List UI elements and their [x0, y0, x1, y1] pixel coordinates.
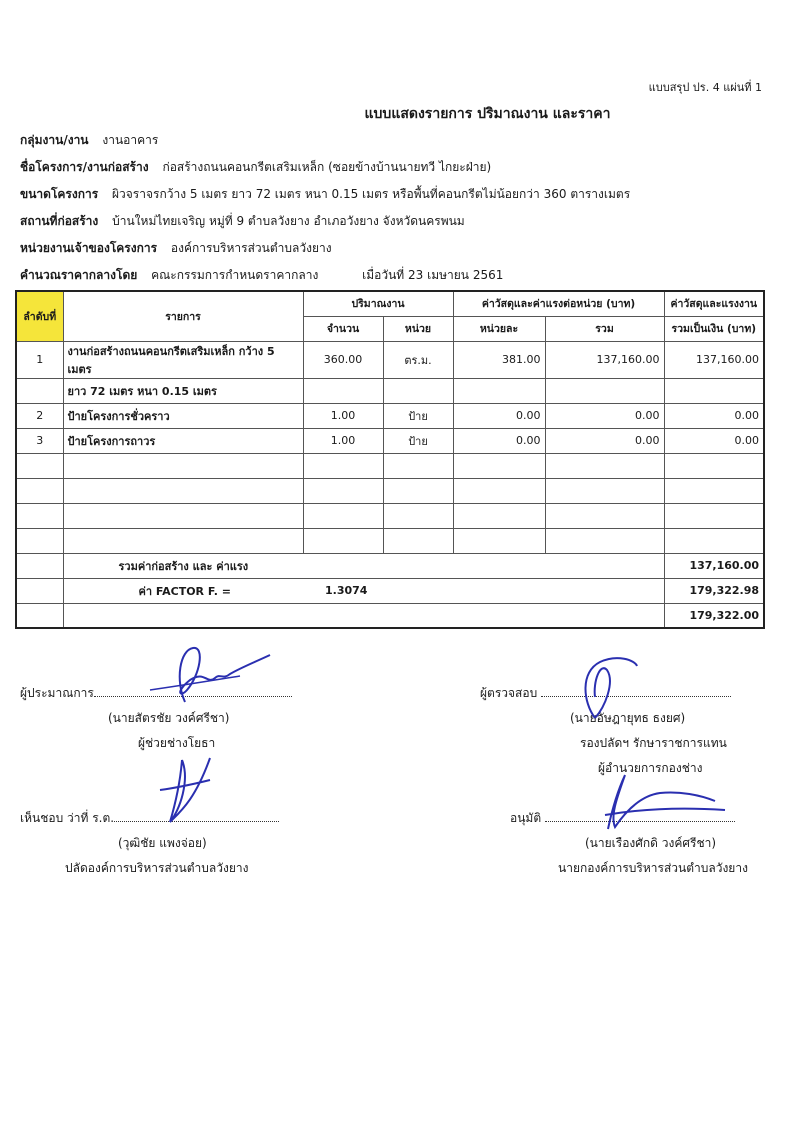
table-row [16, 378, 764, 403]
form-reference: แบบสรุป ปร. 4 แผ่นที่ 1 [648, 81, 762, 94]
row-unit: ตร.ม. [383, 341, 453, 378]
col-seq-header: ลำดับที่ [16, 291, 63, 341]
table-row-empty [16, 453, 764, 478]
col-unit-header: หน่วย [383, 316, 453, 341]
row-sum: 0.00 [545, 403, 664, 428]
inspector-title-1: รองปลัดฯ รักษาราชการแทน [580, 736, 727, 750]
document-title: แบบแสดงรายการ ปริมาณงาน และราคา [364, 106, 611, 122]
table-row [16, 403, 764, 428]
grand-total-row [16, 603, 764, 628]
row-qty: 1.00 [303, 428, 383, 453]
calc-value: คณะกรรมการกำหนดราคากลาง [151, 268, 319, 282]
estimator-signature [145, 640, 275, 710]
row-seq: 2 [16, 403, 63, 428]
row-unit: ป้าย [383, 403, 453, 428]
factor-row [16, 578, 764, 603]
row-unit-price: 0.00 [453, 403, 545, 428]
authorize-name: (นายเรืองศักดิ วงค์ศรีชา) [585, 836, 717, 850]
project-label: ชื่อโครงการ/งานก่อสร้าง [20, 160, 149, 174]
col-quantity-group-header: ปริมาณงาน [303, 291, 453, 316]
inspector-title-2: ผู้อำนวยการกองช่าง [598, 761, 703, 775]
calc-label: คำนวณราคากลางโดย [20, 268, 138, 282]
inspector-name: (นายอัษฎายุทธ ธงยศ) [570, 711, 686, 725]
group-value: งานอาคาร [102, 133, 159, 147]
factor-value: 1.3074 [303, 578, 664, 603]
row-unit: ป้าย [383, 428, 453, 453]
estimator-label: ผู้ประมาณการ [20, 686, 94, 700]
inspector-signature [565, 652, 655, 722]
location-value: บ้านใหม่ไทยเจริญ หมู่ที่ 9 ตำบลวังยาง อำเภอวังยาง จังหวัดนครพนม [112, 214, 465, 228]
subtotal-row [16, 553, 764, 578]
project-line [20, 158, 491, 177]
location-line [20, 212, 465, 231]
row-item: งานก่อสร้างถนนคอนกรีตเสริมเหล็ก กว้าง 5 เมตร [63, 341, 303, 378]
row-seq [16, 378, 63, 403]
group-line [20, 131, 158, 150]
estimator-name: (นายสัตรชัย วงค์ศรีชา) [108, 711, 230, 725]
owner-value: องค์การบริหารส่วนตำบลวังยาง [170, 241, 332, 255]
authorize-title: นายกองค์การบริหารส่วนตำบลวังยาง [558, 861, 748, 875]
boq-table [15, 290, 765, 629]
approve-label: เห็นชอบ ว่าที่ ร.ต. [20, 811, 115, 825]
row-seq: 1 [16, 341, 63, 378]
factor-total: 179,322.98 [664, 578, 764, 603]
row-sum: 0.00 [545, 428, 664, 453]
size-line [20, 185, 630, 204]
row-unit-price [453, 378, 545, 403]
owner-line [20, 239, 332, 258]
row-unit-price: 381.00 [453, 341, 545, 378]
size-label: ขนาดโครงการ [20, 187, 99, 201]
group-label: กลุ่มงาน/งาน [20, 133, 89, 147]
approve-name: (วุฒิชัย แพงจ่อย) [118, 836, 207, 850]
approve-title: ปลัดองค์การบริหารส่วนตำบลวังยาง [65, 861, 249, 875]
row-unit [383, 378, 453, 403]
table-row-empty [16, 478, 764, 503]
row-total: 137,160.00 [664, 341, 764, 378]
row-total [664, 378, 764, 403]
row-seq: 3 [16, 428, 63, 453]
row-unit-price: 0.00 [453, 428, 545, 453]
row-item: ป้ายโครงการชั่วคราว [63, 403, 303, 428]
inspector-label: ผู้ตรวจสอบ [480, 686, 538, 700]
authorize-label: อนุมัติ [510, 811, 542, 825]
row-qty: 360.00 [303, 341, 383, 378]
approve-signature [150, 750, 230, 830]
grand-total: 179,322.00 [664, 603, 764, 628]
row-total: 0.00 [664, 428, 764, 453]
estimator-title: ผู้ช่วยช่างโยธา [138, 736, 216, 750]
calc-date: เมื่อวันที่ 23 เมษายน 2561 [362, 268, 504, 282]
col-qty-header: จำนวน [303, 316, 383, 341]
row-item: ยาว 72 เมตร หนา 0.15 เมตร [63, 378, 303, 403]
row-sum [545, 378, 664, 403]
col-unit-price-header: หน่วยละ [453, 316, 545, 341]
subtotal-label: รวมค่าก่อสร้าง และ ค่าแรง [63, 553, 664, 578]
authorize-signature [590, 765, 730, 835]
owner-label: หน่วยงานเจ้าของโครงการ [20, 241, 158, 255]
row-total: 0.00 [664, 403, 764, 428]
table-row [16, 428, 764, 453]
row-item: ป้ายโครงการถาวร [63, 428, 303, 453]
col-total-header: รวมเป็นเงิน (บาท) [664, 316, 764, 341]
subtotal-value: 137,160.00 [664, 553, 764, 578]
col-cost-group-header: ค่าวัสดุและค่าแรงต่อหน่วย (บาท) [453, 291, 664, 316]
project-value: ก่อสร้างถนนคอนกรีตเสริมเหล็ก (ซอยข้างบ้านนายทวี ไกยะฝ่าย) [162, 160, 492, 174]
table-row-empty [16, 528, 764, 553]
col-total-group-header: ค่าวัสดุและแรงงาน [664, 291, 764, 316]
factor-label: ค่า FACTOR F. = [63, 578, 303, 603]
table-row-empty [16, 503, 764, 528]
size-value: ผิวจราจรกว้าง 5 เมตร ยาว 72 เมตร หนา 0.15 เมตร หรือพื้นที่คอนกรีตไม่น้อยกว่า 360 ตารางเมตร [112, 187, 631, 201]
row-qty [303, 378, 383, 403]
calc-line [20, 266, 503, 285]
location-label: สถานที่ก่อสร้าง [20, 214, 99, 228]
table-row [16, 341, 764, 378]
row-sum: 137,160.00 [545, 341, 664, 378]
row-qty: 1.00 [303, 403, 383, 428]
col-sum-header: รวม [545, 316, 664, 341]
col-item-header: รายการ [63, 291, 303, 341]
